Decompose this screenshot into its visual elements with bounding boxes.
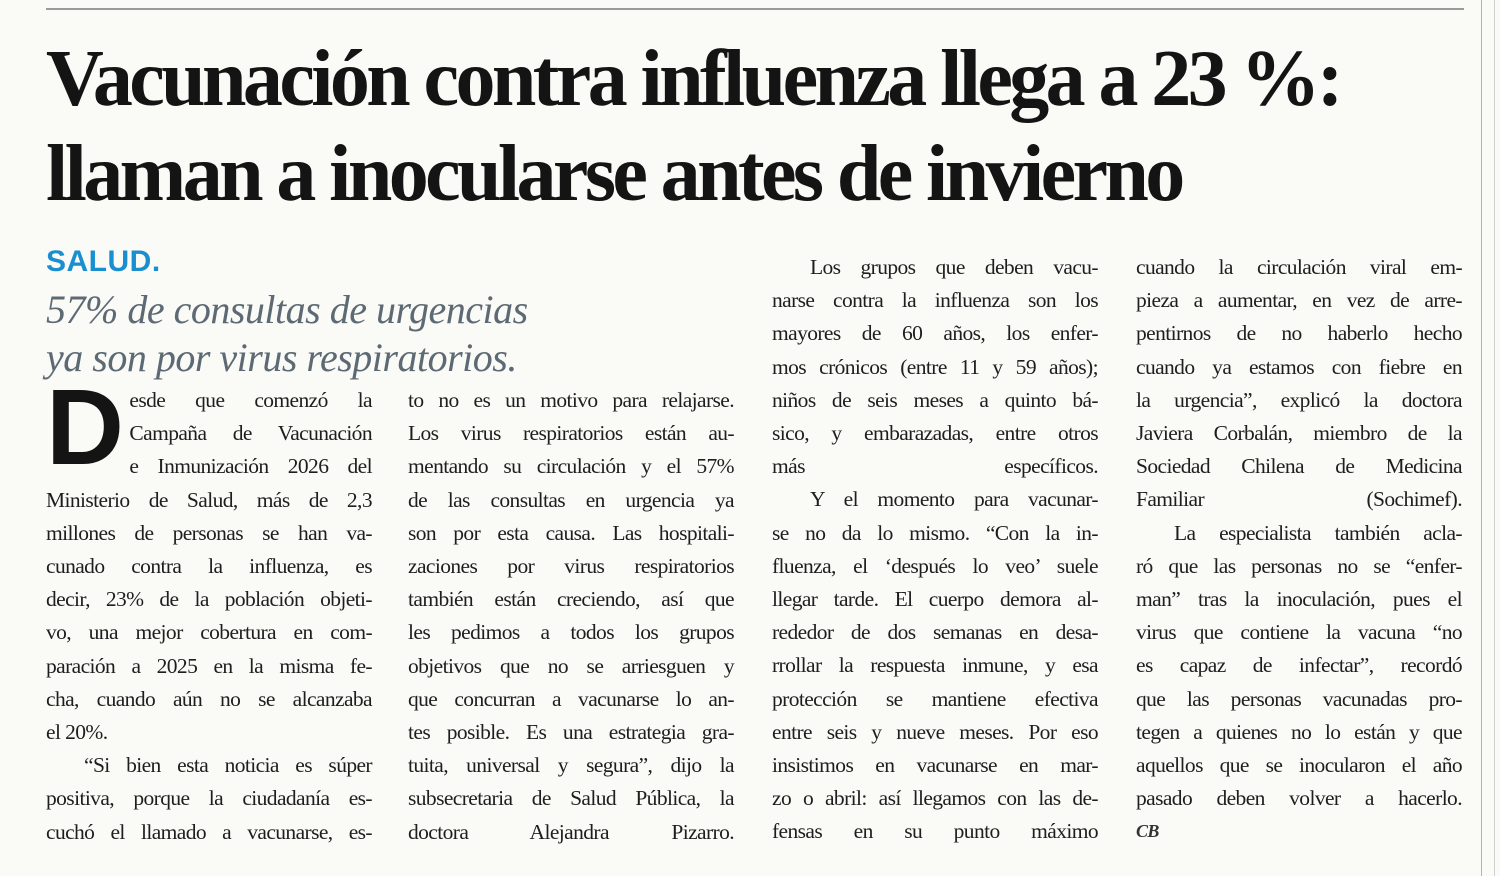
paragraph-timing: [772, 483, 1098, 848]
text-line: que las personas vacunadas pro-: [1136, 686, 1462, 711]
text-line: de las consultas en urgencia ya: [408, 487, 734, 512]
text-line: pentirnos de no haberlo hecho: [1136, 321, 1462, 346]
text-line: que concurran a vacunarse lo an-: [408, 686, 734, 711]
page-edge-rule: [1494, 0, 1495, 876]
text-line: vo, una mejor cobertura en com-: [46, 620, 372, 645]
text-line: Y el momento para vacunar-: [810, 487, 1098, 512]
text-line: tuita, universal y segura”, dijo la: [408, 753, 734, 778]
text-line: les pedimos a todos los grupos: [408, 620, 734, 645]
deck-line-2: ya son por virus respiratorios.: [46, 335, 517, 380]
text-line: Javiera Corbalán, miembro de la: [1136, 421, 1462, 446]
text-line: objetivos que no se arriesguen y: [408, 653, 734, 678]
text-line: tegen a quienes no lo están y que: [1136, 719, 1462, 744]
text-line: cuando ya estamos con fiebre en: [1136, 354, 1462, 379]
text-line: positiva, porque la ciudadanía es-: [46, 786, 372, 811]
article-column-1: [46, 366, 372, 849]
text-line: fluenza, el ‘después lo veo’ suele: [772, 553, 1098, 578]
paragraph-quote-start: [46, 749, 372, 849]
end-of-article-mark: CB: [1136, 821, 1159, 842]
text-line: paración a 2025 en la misma fe-: [46, 653, 372, 678]
text-line: rrollar la respuesta inmune, y esa: [772, 653, 1098, 678]
text-line: cha, cuando aún no se alcanzaba: [46, 686, 372, 711]
text-line: man” tras la inoculación, pues el: [1136, 587, 1462, 612]
text-line: subsecretaria de Salud Pública, la: [408, 786, 734, 811]
text-line: más específicos.: [772, 454, 1098, 479]
text-line: rededor de dos semanas en desa-: [772, 620, 1098, 645]
text-line: entre seis y nueve meses. Por eso: [772, 719, 1098, 744]
paragraph-intro: [46, 366, 372, 749]
text-line: el 20%.: [46, 720, 108, 745]
text-line: cunado contra la influenza, es: [46, 554, 372, 579]
column-divider-right: [1481, 0, 1482, 876]
text-line: tes posible. Es una estrategia gra-: [408, 720, 734, 745]
text-line: aquellos que se inocularon el año: [1136, 753, 1462, 778]
headline-line-1: Vacunación contra influenza llega a 23 %:: [46, 35, 1340, 123]
article-column-2: [408, 384, 734, 849]
drop-cap: D: [46, 366, 124, 487]
headline: [46, 32, 1466, 222]
section-kicker: SALUD.: [46, 245, 161, 278]
text-line: Sociedad Chilena de Medicina: [1136, 454, 1462, 479]
text-line: “Si bien esta noticia es súper: [84, 753, 372, 778]
text-line: Los grupos que deben vacu-: [810, 255, 1098, 279]
paragraph-target-groups: [772, 251, 1098, 483]
text-line: sico, y embarazadas, entre otros: [772, 421, 1098, 446]
text-line: niños de seis meses a quinto bá-: [772, 387, 1098, 412]
paragraph-clarification: [1136, 517, 1462, 849]
text-line: Campaña de Vacunación: [129, 421, 372, 446]
text-line: zo o abril: así llegamos con las de-: [772, 786, 1098, 811]
text-line: fensas en su punto máximo: [772, 819, 1098, 844]
deck-subtitle: [46, 238, 746, 382]
deck-line-1: [46, 238, 746, 334]
text-line: virus que contiene la vacuna “no: [1136, 620, 1462, 645]
text-line: decir, 23% de la población objeti-: [46, 587, 372, 612]
text-line: protección se mantiene efectiva: [772, 686, 1098, 711]
text-line: Los virus respiratorios están au-: [408, 421, 734, 446]
text-line: mentando su circulación y el 57%: [408, 454, 734, 479]
text-line: es capaz de infectar”, recordó: [1136, 653, 1462, 678]
text-line: se no da lo mismo. “Con la in-: [772, 520, 1098, 545]
headline-line-2: llaman a inocularse antes de invierno: [46, 130, 1182, 218]
text-line: ró que las personas no se “enfer-: [1136, 553, 1462, 578]
text-line: esde que comenzó la: [129, 388, 372, 412]
text-line: mayores de 60 años, los enfer-: [772, 321, 1098, 346]
text-line: zaciones por virus respiratorios: [408, 554, 734, 579]
article-column-4: [1136, 251, 1462, 849]
text-line: insistimos en vacunarse en mar-: [772, 753, 1098, 778]
text-line: mos crónicos (entre 11 y 59 años);: [772, 354, 1098, 379]
text-line: cuchó el llamado a vacunarse, es-: [46, 819, 372, 844]
text-line: narse contra la influenza son los: [772, 288, 1098, 313]
article-column-3: [772, 251, 1098, 849]
text-line: to no es un motivo para relajarse.: [408, 388, 734, 412]
top-rule: [46, 8, 1464, 10]
text-line: son por esta causa. Las hospitali-: [408, 520, 734, 545]
text-line: La especialista también acla-: [1174, 520, 1462, 545]
text-line: pieza a aumentar, en vez de arre-: [1136, 288, 1462, 313]
text-line: Ministerio de Salud, más de 2,3: [46, 487, 372, 512]
text-line: cuando la circulación viral em-: [1136, 255, 1462, 279]
text-line: millones de personas se han va-: [46, 520, 372, 545]
text-line: doctora Alejandra Pizarro.: [408, 819, 734, 844]
text-line: Familiar (Sochimef).: [1136, 487, 1462, 512]
text-line: también están creciendo, así que: [408, 587, 734, 612]
deck-text-1: 57% de consultas de urgencias: [46, 287, 528, 332]
paragraph-quote-continued: [408, 384, 734, 849]
text-line: e Inmunización 2026 del: [129, 454, 372, 479]
text-line: pasado deben volver a hacerlo.: [1136, 786, 1462, 811]
text-line: llegar tarde. El cuerpo demora al-: [772, 587, 1098, 612]
paragraph-timing-continued: [1136, 251, 1462, 517]
text-line: la urgencia”, explicó la doctora: [1136, 387, 1462, 412]
